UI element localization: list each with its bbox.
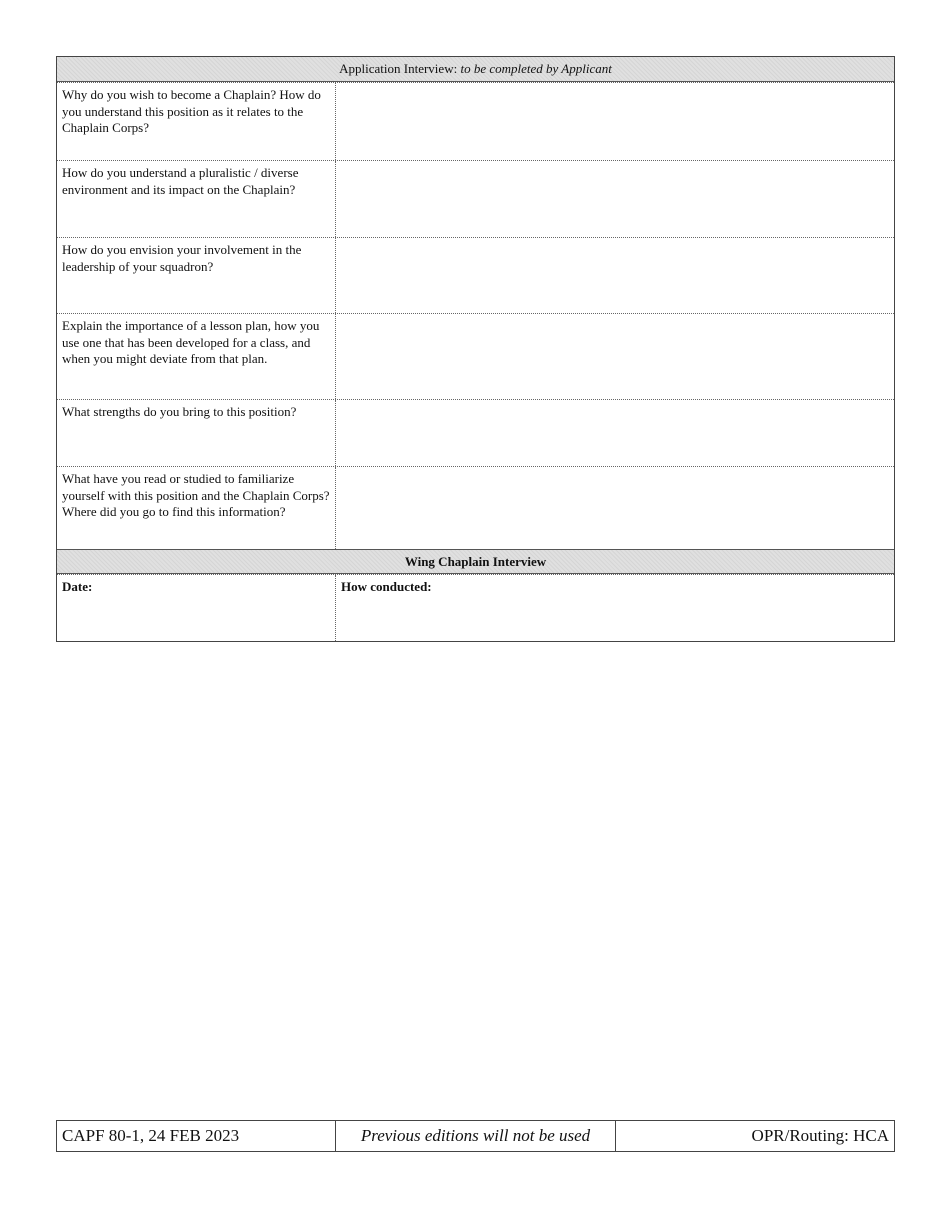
- editions-notice: Previous editions will not be used: [336, 1121, 616, 1151]
- section-title-regular: Application Interview:: [339, 61, 458, 76]
- how-conducted-field[interactable]: [336, 575, 894, 641]
- question-row: [57, 237, 894, 313]
- question-row: [57, 313, 894, 399]
- question-row: [57, 399, 894, 466]
- section-title: Wing Chaplain Interview: [404, 553, 547, 569]
- section-title-italic: to be completed by Applicant: [460, 61, 612, 76]
- answer-field[interactable]: [336, 400, 894, 466]
- date-field[interactable]: [57, 575, 336, 641]
- question-text: Why do you wish to become a Chaplain? How do you understand this position as it relates to the Chaplain Corps?: [57, 83, 336, 160]
- opr-routing: OPR/Routing: HCA: [751, 1126, 889, 1145]
- question-row: [57, 466, 894, 549]
- form-id: CAPF 80-1, 24 FEB 2023: [57, 1121, 336, 1151]
- question-row: [57, 160, 894, 237]
- question-row: [57, 82, 894, 160]
- answer-field[interactable]: [336, 238, 894, 313]
- question-text: How do you envision your involvement in the leadership of your squadron?: [57, 238, 336, 313]
- question-text: What strengths do you bring to this position?: [57, 400, 336, 466]
- how-conducted-label: How conducted:: [341, 579, 432, 594]
- answer-field[interactable]: [336, 83, 894, 160]
- answer-field[interactable]: [336, 161, 894, 237]
- application-interview-form: [56, 56, 895, 642]
- answer-field[interactable]: [336, 314, 894, 399]
- date-label: Date:: [62, 579, 93, 594]
- question-text: How do you understand a pluralistic / diverse environment and its impact on the Chaplain?: [57, 161, 336, 237]
- question-text: What have you read or studied to familiarize yourself with this position and the Chaplain Corps? Where did you go to find this information?: [57, 467, 336, 549]
- answer-field[interactable]: [336, 467, 894, 549]
- section-header-application-interview: [57, 57, 894, 82]
- form-footer: [56, 1120, 895, 1152]
- interview-details-row: [57, 574, 894, 641]
- section-header-wing-chaplain-interview: [57, 549, 894, 574]
- question-text: Explain the importance of a lesson plan, how you use one that has been developed for a class, and when you might deviate from that plan.: [57, 314, 336, 399]
